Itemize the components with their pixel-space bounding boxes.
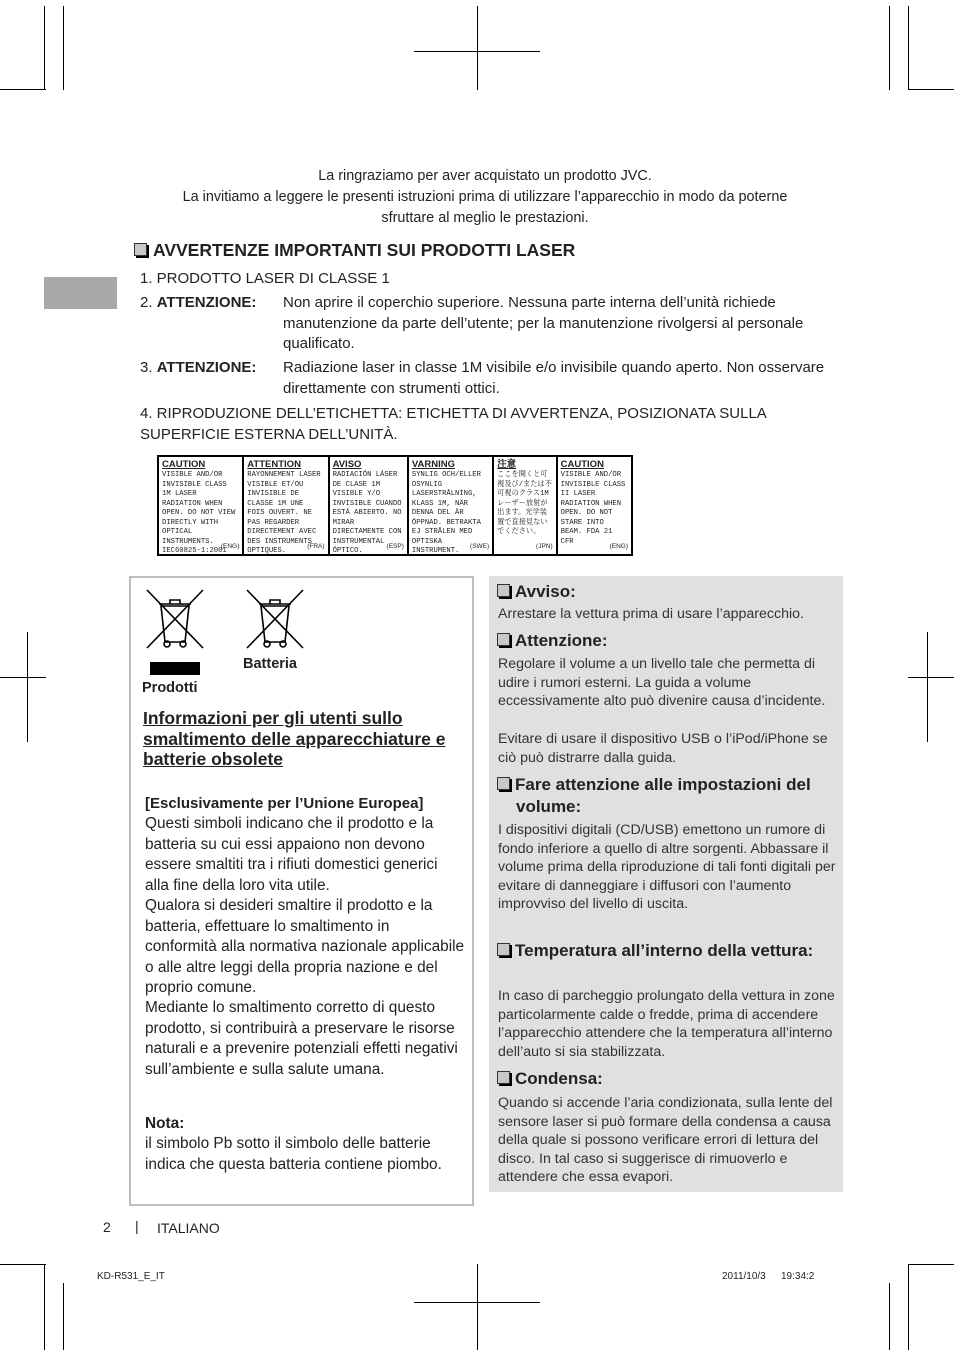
attenzione-text: Regolare il volume a un livello tale che permetta di udire i rumori esterni. La guida a volume eccessivamente alto può divenire causa d’incidente. <box>498 656 826 710</box>
crossed-bin-icon <box>143 586 207 652</box>
label-products: Prodotti <box>142 680 198 696</box>
laser-item-2-label: 2. ATTENZIONE: <box>140 294 257 311</box>
warning-label: 注意 ここを開くと可視及び/または不可視のクラス1Mレーザー放射が出ます。光学装置で直接見ないでください。 (JPN) <box>494 457 557 554</box>
page-number: 2 <box>103 1219 111 1235</box>
intro-text <box>140 166 830 229</box>
intro-line: La invitiamo a leggere le presenti istruzioni prima di utilizzare l’apparecchio in modo da poterne <box>182 189 788 205</box>
crossed-bin-battery-icon <box>243 586 307 652</box>
temperature-heading: Temperatura all’interno della vettura: <box>497 940 816 962</box>
temperature-text: In caso di parcheggio prolungato della vettura in zone particolarmente calde o fredde, prima di accendere l’apparecchio attendere che la temperatura all’interno dell’auto si sia stabilizzata. <box>498 988 835 1060</box>
warning-label: ATTENTION RAYONNEMENT LASER VISIBLE ET/OU INVISIBLE DE CLASSE 1M UNE FOIS OUVERT. NE PAS REGARDER DIRECTEMENT AVEC DES INSTRUMENTS OPTIQUES. (FRA) <box>244 457 329 554</box>
note-label: Nota: <box>145 1115 185 1132</box>
disposal-paragraph: Questi simboli indicano che il prodotto e la batteria su cui essi appaiono non devono essere smaltiti tra i rifiuti domestici generici alla fine della loro vita utile. <box>145 815 438 894</box>
disposal-paragraph: Qualora si desideri smaltire il prodotto e la batteria, effettuare lo smaltimento in conformità alla normativa nazionale applicabile o alle altre leggi della propria nazione e del proprio comune. <box>145 897 465 996</box>
note-text: il simbolo Pb sotto il simbolo delle batterie indica che questa batteria contiene piombo. <box>145 1135 442 1173</box>
laser-item-3-text: Radiazione laser in classe 1M visibile e/o invisibile quando aperto. Non osservare direttamente con strumenti ottici. <box>283 359 825 397</box>
condensa-text: Quando si accende l’aria condizionata, sulla lente del sensore laser si può formare della condensa a causa della quale si possono verificare errori di lettura del disco. In tal caso si suggerisce di rimuoverlo e attendere che essa evapori. <box>498 1095 833 1186</box>
intro-line: sfruttare al meglio le prestazioni. <box>381 210 589 226</box>
intro-line: La ringraziamo per aver acquistato un prodotto JVC. <box>318 168 652 184</box>
warning-label: VARNING SYNLIG OCH/ELLER OSYNLIG LASERSTRÅLNING, KLASS 1M, NÄR DENNA DEL ÄR ÖPPNAD. BETRAKTA EJ STRÅLEN MED OPTISKA INSTRUMENT. (SWE) <box>409 457 494 554</box>
print-time: 19:34:2 <box>781 1271 815 1282</box>
laser-item-3-label: 3. ATTENZIONE: <box>140 359 257 376</box>
attenzione-text: Evitare di usare il dispositivo USB o l’iPod/iPhone se ciò può distrarre dalla guida. <box>498 731 828 766</box>
label-battery: Batteria <box>243 656 297 672</box>
footer-separator: | <box>135 1218 139 1234</box>
square-bullet-icon <box>497 1071 510 1084</box>
laser-item-2-text: Non aprire il coperchio superiore. Nessuna parte interna dell’unità richiede manutenzione da parte dell’utente; per la manutenzione rivolgersi al personale qualificato. <box>283 294 804 352</box>
warning-label: CAUTION VISIBLE AND/OR INVISIBLE CLASS 1M LASER RADIATION WHEN OPEN. DO NOT VIEW DIRECTLY WITH OPTICAL INSTRUMENTS. IEC60825-1:2001 (ENG) <box>159 457 244 554</box>
notices-box <box>489 576 843 1192</box>
square-bullet-icon <box>497 777 510 790</box>
square-bullet-icon <box>497 943 510 956</box>
language-tab <box>44 277 117 309</box>
warning-label: AVISO RADIACIÓN LÁSER DE CLASE 1M VISIBLE Y/O INVISIBLE CUANDO ESTÁ ABIERTO. NO MIRAR DIRECTAMENTE CON INSTRUMENTAL ÓPTICO. (ESP) <box>330 457 409 554</box>
avviso-heading: Avviso: <box>497 581 837 603</box>
disposal-heading: Informazioni per gli utenti sullo smaltimento delle apparecchiature e batterie obsolete <box>143 708 446 769</box>
disposal-paragraph: Mediante lo smaltimento corretto di questo prodotto, si contribuirà a preservare le risorse naturali e a prevenire potenziali effetti negativi sull’ambiente e sulla salute umana. <box>145 999 458 1078</box>
laser-warning-labels <box>157 455 633 556</box>
laser-item-4: 4. RIPRODUZIONE DELL’ETICHETTA: ETICHETTA DI AVVERTENZA, POSIZIONATA SULLA SUPERFICIE ESTERNA DELL’UNITÀ. <box>140 405 766 443</box>
footer-language: ITALIANO <box>157 1220 220 1236</box>
condensa-heading: Condensa: <box>497 1068 837 1090</box>
warning-label: CAUTION VISIBLE AND/OR INVISIBLE CLASS II LASER RADIATION WHEN OPEN. DO NOT STARE INTO BEAM. FDA 21 CFR (ENG) <box>560 459 629 550</box>
document-code: KD-R531_E_IT <box>97 1271 165 1282</box>
square-bullet-icon <box>497 633 510 646</box>
avviso-text: Arrestare la vettura prima di usare l’apparecchio. <box>498 606 804 622</box>
eu-label: [Esclusivamente per l’Unione Europea] <box>145 795 424 812</box>
product-bar <box>150 662 200 675</box>
laser-item-1: 1. PRODOTTO LASER DI CLASSE 1 <box>140 270 390 287</box>
attenzione-heading: Attenzione: <box>497 630 837 652</box>
print-date: 2011/10/3 <box>722 1271 766 1282</box>
volume-text: I dispositivi digitali (CD/USB) emettono un rumore di fondo inferiore a quello di altre sorgenti. Abbassare il volume prima della riproduzione di tali fonti digitali per evitare di danneggiare i diffusori con l’aumento improvviso del livello di uscita. <box>498 822 836 913</box>
volume-heading: Fare attenzione alle impostazioni del volume: <box>497 774 846 818</box>
square-bullet-icon <box>497 584 510 597</box>
laser-heading: AVVERTENZE IMPORTANTI SUI PRODOTTI LASER <box>134 240 575 261</box>
square-bullet-icon <box>134 243 147 256</box>
disposal-info-box <box>129 576 474 1206</box>
